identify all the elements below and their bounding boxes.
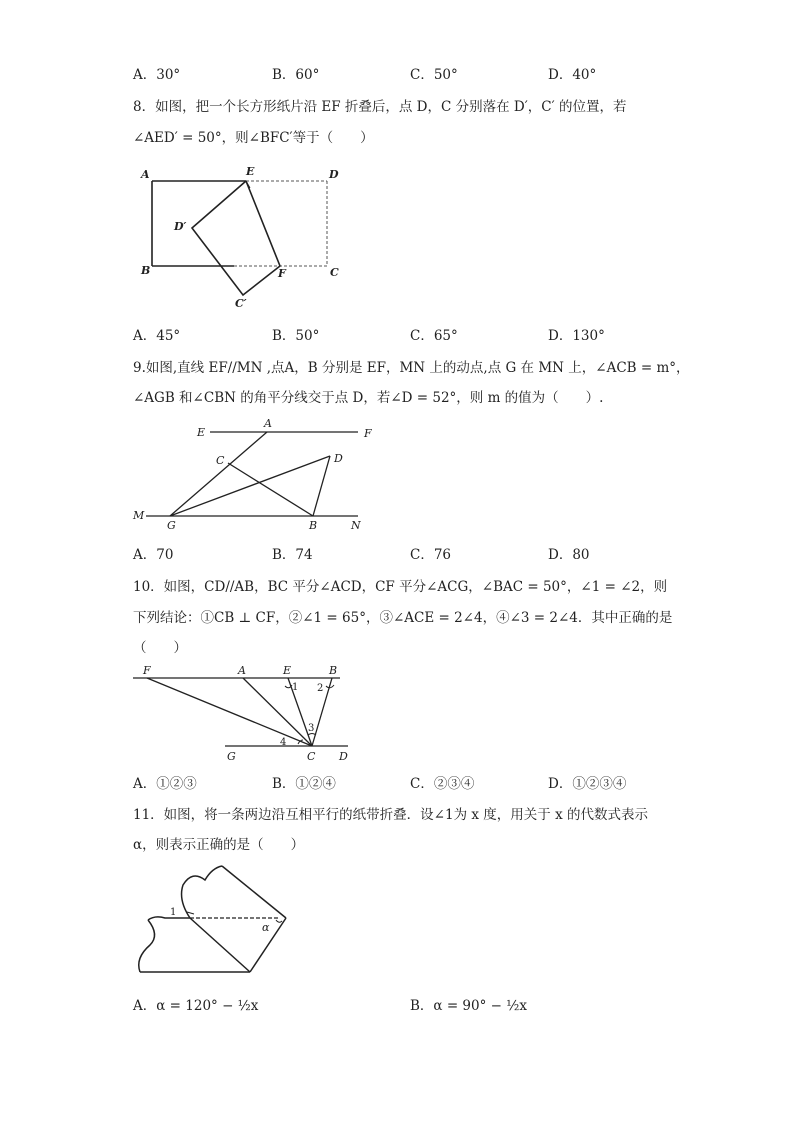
q11-option-b: B．α = 90° − ½x — [410, 998, 527, 1014]
q10-option-c: C．②③④ — [410, 776, 475, 792]
q9-figure-shapes — [146, 432, 358, 516]
q9-option-d: D．80 — [548, 547, 590, 563]
q8-stem-line2: ∠AED′ = 50°，则∠BFC′等于（ ） — [133, 130, 374, 146]
q10-label-angle4: 4 — [280, 737, 287, 748]
q8-label-c-prime: C′ — [235, 297, 247, 310]
q8-label-b: B — [141, 264, 151, 277]
q10-label-angle3: 3 — [308, 723, 315, 734]
q9-option-a: A．70 — [133, 547, 174, 563]
q8-label-d: D — [329, 168, 339, 181]
q10-stem-line1: 10．如图，CD//AB，BC 平分∠ACD，CF 平分∠ACG，∠BAC = 50°，∠1 = ∠2，则 — [133, 579, 668, 595]
q9-option-c: C．76 — [410, 547, 452, 563]
q8-label-f: F — [278, 267, 286, 280]
q7-option-d: D．40° — [548, 67, 597, 83]
q11-stem-line2: α，则表示正确的是（ ） — [133, 837, 305, 853]
q8-figure-shapes — [152, 181, 327, 295]
q10-label-b: B — [329, 664, 338, 677]
q11-label-alpha: α — [262, 921, 270, 934]
q10-label-e: E — [283, 664, 292, 677]
q10-label-g: G — [227, 750, 236, 763]
q10-label-angle1: 1 — [292, 682, 299, 693]
q11-option-a: A．α = 120° − ½x — [133, 998, 259, 1014]
q9-label-a: A — [264, 417, 272, 430]
q8-label-e: E — [246, 165, 255, 178]
q10-option-b: B．①②④ — [272, 776, 336, 792]
q9-label-f: F — [364, 427, 372, 440]
q10-option-d: D．①②③④ — [548, 776, 627, 792]
q11-stem-line1: 11．如图，将一条两边沿互相平行的纸带折叠．设∠1为 x 度，用关于 x 的代数式表示 — [133, 807, 648, 823]
q9-label-g: G — [167, 519, 176, 532]
q9-label-m: M — [133, 509, 145, 522]
q10-label-d: D — [339, 750, 348, 763]
q8-option-b: B．50° — [272, 328, 320, 344]
q9-label-e: E — [197, 426, 206, 439]
q9-stem-line2: ∠AGB 和∠CBN 的角平分线交于点 D，若∠D = 52°，则 m 的值为（ ）. — [133, 390, 604, 406]
q10-option-a: A．①②③ — [133, 776, 197, 792]
q10-label-f: F — [143, 664, 151, 677]
q8-option-d: D．130° — [548, 328, 605, 344]
q8-label-c: C — [330, 266, 339, 279]
q9-label-n: N — [351, 519, 361, 532]
q9-stem-line1: 9.如图,直线 EF//MN ,点A，B 分别是 EF，MN 上的动点,点 G 在 MN 上，∠ACB = m°， — [133, 360, 690, 376]
q7-option-c: C．50° — [410, 67, 458, 83]
q8-stem-line1: 8．如图，把一个长方形纸片沿 EF 折叠后，点 D，C 分别落在 D′，C′ 的位置，若 — [133, 99, 627, 115]
q10-stem-line3: （ ） — [133, 640, 187, 656]
q9-option-b: B．74 — [272, 547, 313, 563]
q10-label-a: A — [238, 664, 246, 677]
q7-option-a: A．30° — [133, 67, 181, 83]
q10-label-c: C — [307, 750, 316, 763]
q9-label-c: C — [216, 454, 225, 467]
q11-label-angle1: 1 — [170, 907, 177, 918]
q8-option-a: A．45° — [133, 328, 181, 344]
q9-label-b: B — [309, 519, 318, 532]
q11-figure-shapes — [139, 866, 286, 972]
q10-stem-line2: 下列结论：①CB ⊥ CF，②∠1 = 65°，③∠ACE = 2∠4，④∠3 = 2∠4．其中正确的是 — [133, 610, 673, 626]
q7-option-b: B．60° — [272, 67, 320, 83]
q10-label-angle2: 2 — [317, 683, 324, 694]
q8-label-a: A — [141, 168, 150, 181]
q9-label-d: D — [334, 452, 343, 465]
q8-label-d-prime: D′ — [174, 220, 187, 233]
q10-figure-shapes — [133, 678, 348, 746]
q8-option-c: C．65° — [410, 328, 458, 344]
